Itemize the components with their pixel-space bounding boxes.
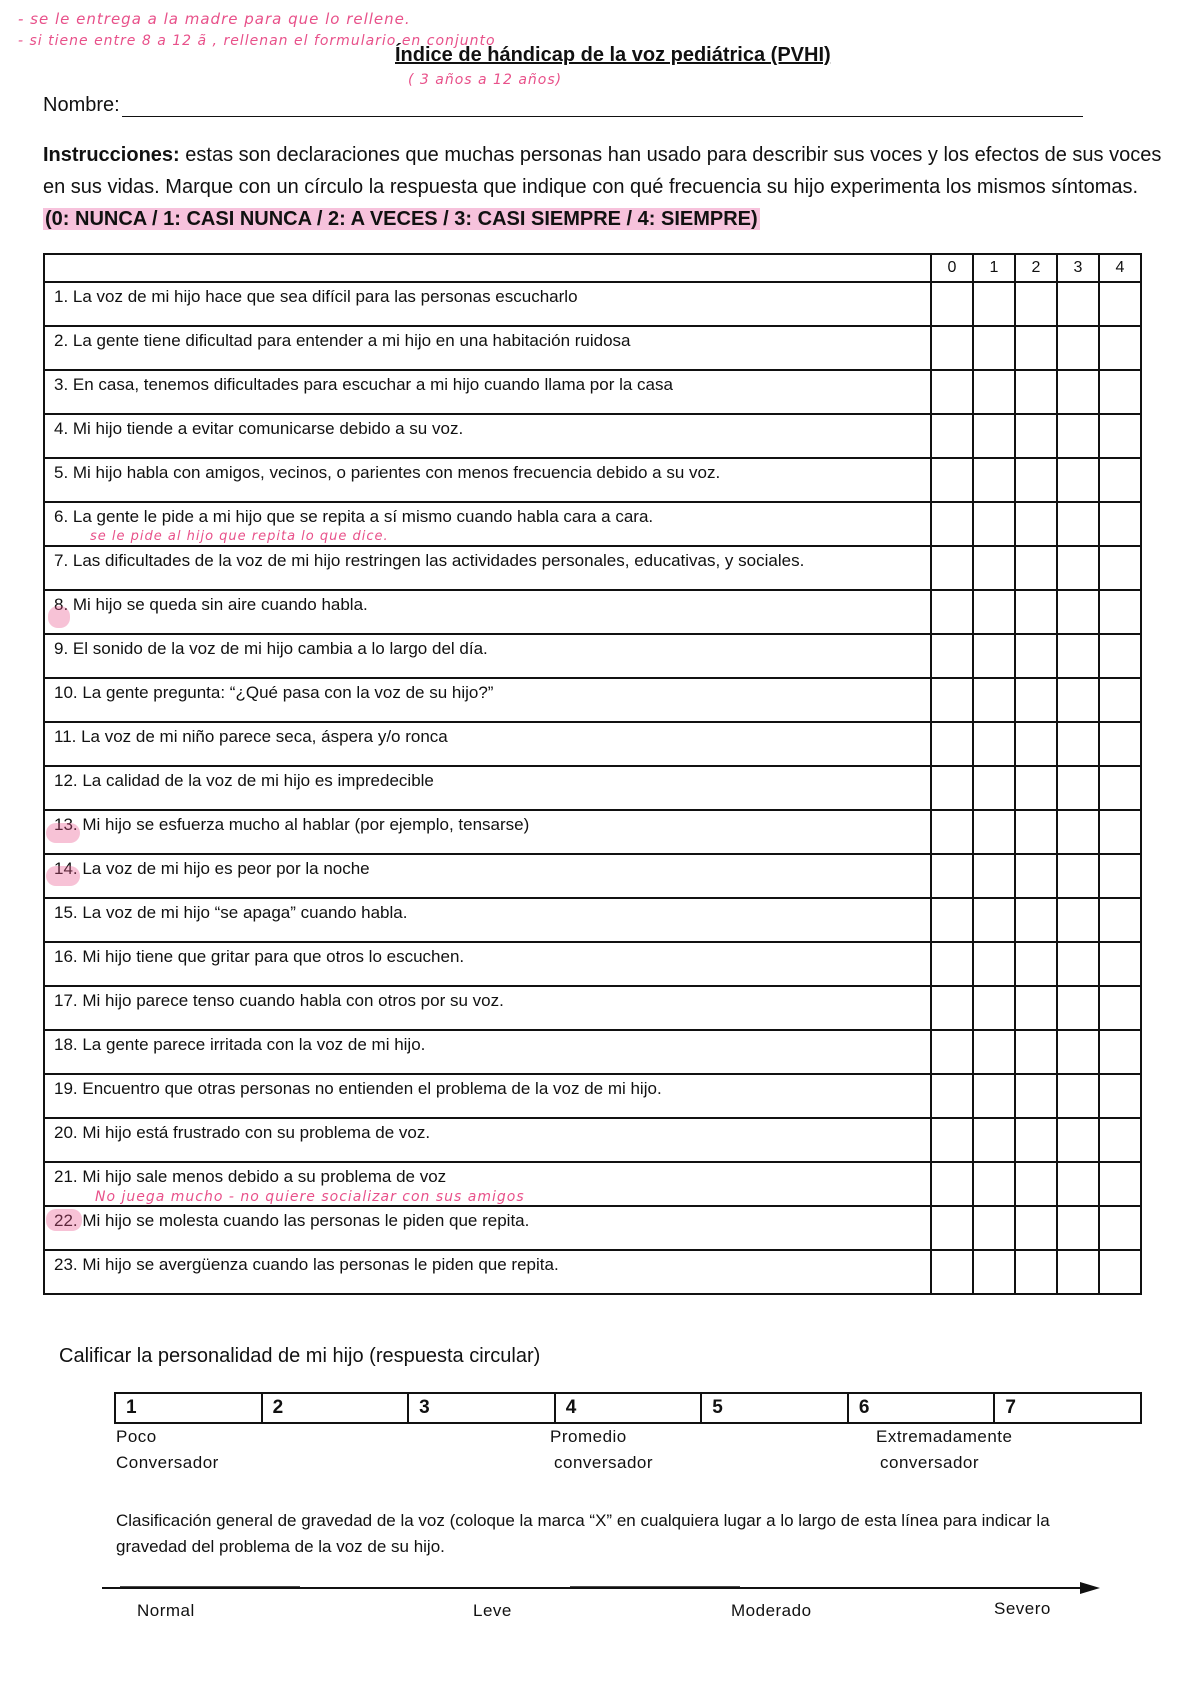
personality-option-4[interactable]: 4 [555,1393,702,1423]
table-row [44,810,1141,854]
personality-high-line2: conversador [880,1453,980,1472]
answer-cell-0[interactable] [931,546,973,590]
answer-cell-1[interactable] [973,678,1015,722]
severity-label-moderado: Moderado [731,1601,812,1620]
answer-cell-2[interactable] [1015,1162,1057,1206]
personality-scale [114,1392,1142,1424]
answer-cell-4[interactable] [1099,678,1141,722]
nombre-field[interactable] [43,94,1083,117]
question-text: 19. Encuentro que otras personas no entienden el problema de la voz de mi hijo. [44,1074,931,1118]
nombre-label: Nombre: [43,94,120,116]
answer-cell-4[interactable] [1099,590,1141,634]
answer-cell-3[interactable] [1057,810,1099,854]
answer-cell-4[interactable] [1099,898,1141,942]
answer-cell-1[interactable] [973,986,1015,1030]
answer-cell-4[interactable] [1099,854,1141,898]
question-text: 2. La gente tiene dificultad para entender a mi hijo en una habitación ruidosa [44,326,931,370]
answer-cell-4[interactable] [1099,1162,1141,1206]
question-text: 15. La voz de mi hijo “se apaga” cuando habla. [44,898,931,942]
answer-cell-3[interactable] [1057,634,1099,678]
answer-cell-3[interactable] [1057,722,1099,766]
answer-cell-2[interactable] [1015,722,1057,766]
handwritten-q6-note: se le pide al hijo que repita lo que dice. [90,529,389,544]
answer-cell-1[interactable] [973,766,1015,810]
answer-cell-1[interactable] [973,414,1015,458]
answer-cell-1[interactable] [973,502,1015,546]
answer-cell-2[interactable] [1015,634,1057,678]
table-row [44,722,1141,766]
answer-cell-0[interactable] [931,766,973,810]
answer-cell-4[interactable] [1099,1206,1141,1250]
handwritten-note-1: - se le entrega a la madre para que lo rellene. [18,10,411,28]
instructions [43,139,1163,235]
severity-label-severo: Severo [994,1599,1051,1618]
answer-cell-2[interactable] [1015,326,1057,370]
answer-cell-1[interactable] [973,942,1015,986]
answer-cell-0[interactable] [931,414,973,458]
answer-cell-3[interactable] [1057,766,1099,810]
answer-cell-4[interactable] [1099,942,1141,986]
answer-cell-2[interactable] [1015,370,1057,414]
answer-cell-3[interactable] [1057,1250,1099,1294]
answer-cell-3[interactable] [1057,1030,1099,1074]
table-row [44,986,1141,1030]
table-row [44,942,1141,986]
handwritten-age-note: ( 3 años a 12 años) [408,72,563,88]
highlight-mark-14 [46,866,80,886]
severity-instructions: Clasificación general de gravedad de la voz (coloque la marca “X” en cualquiera lugar a lo largo de esta línea para indicar la gravedad del problema de la voz de su hijo. [116,1511,1050,1556]
question-text: 1. La voz de mi hijo hace que sea difícil para las personas escucharlo [44,282,931,326]
answer-cell-4[interactable] [1099,1118,1141,1162]
answer-cell-0[interactable] [931,1074,973,1118]
answer-cell-1[interactable] [973,1162,1015,1206]
answer-cell-1[interactable] [973,898,1015,942]
answer-cell-4[interactable] [1099,810,1141,854]
highlight-mark-8 [48,606,70,628]
handwritten-note-2: - si tiene entre 8 a 12 ã , rellenan el formulario en conjunto [18,33,496,49]
answer-cell-0[interactable] [931,1030,973,1074]
answer-cell-4[interactable] [1099,414,1141,458]
table-row [44,1074,1141,1118]
arrow-head-icon [1080,1582,1100,1594]
answer-cell-4[interactable] [1099,546,1141,590]
table-row [44,1030,1141,1074]
personality-low-label [116,1424,219,1476]
answer-cell-0[interactable] [931,326,973,370]
table-row [44,326,1141,370]
personality-option-6[interactable]: 6 [848,1393,995,1423]
answer-cell-0[interactable] [931,1118,973,1162]
personality-option-1[interactable]: 1 [115,1393,262,1423]
answer-cell-2[interactable] [1015,1206,1057,1250]
table-row [44,590,1141,634]
answer-cell-2[interactable] [1015,898,1057,942]
highlight-mark-22 [46,1209,82,1231]
answer-cell-1[interactable] [973,854,1015,898]
question-text: 9. El sonido de la voz de mi hijo cambia a lo largo del día. [44,634,931,678]
instructions-text: estas son declaraciones que muchas personas han usado para describir sus voces y los efectos de sus voces en sus vidas. Marque con un círculo la respuesta que indique con qué frecuencia su hijo experimenta los mismos síntomas. [43,144,1162,198]
answer-cell-3[interactable] [1057,1162,1099,1206]
table-row [44,854,1141,898]
answer-cell-0[interactable] [931,1206,973,1250]
question-text: 8. Mi hijo se queda sin aire cuando habla. [44,590,931,634]
answer-cell-3[interactable] [1057,502,1099,546]
personality-option-5[interactable]: 5 [701,1393,848,1423]
answer-cell-2[interactable] [1015,810,1057,854]
answer-cell-1[interactable] [973,1030,1015,1074]
question-text: 7. Las dificultades de la voz de mi hijo restringen las actividades personales, educativas, y sociales. [44,546,931,590]
personality-scale-row [115,1393,1141,1423]
answer-cell-3[interactable] [1057,1074,1099,1118]
table-row [44,678,1141,722]
answer-cell-4[interactable] [1099,370,1141,414]
answer-cell-0[interactable] [931,458,973,502]
answer-cell-3[interactable] [1057,590,1099,634]
answer-cell-4[interactable] [1099,282,1141,326]
question-text: 3. En casa, tenemos dificultades para escuchar a mi hijo cuando llama por la casa [44,370,931,414]
column-header-4: 4 [1099,254,1141,282]
table-row [44,282,1141,326]
answer-cell-0[interactable] [931,810,973,854]
answer-cell-0[interactable] [931,282,973,326]
answer-cell-0[interactable] [931,722,973,766]
table-row [44,1118,1141,1162]
answer-cell-3[interactable] [1057,986,1099,1030]
answer-cell-4[interactable] [1099,1030,1141,1074]
table-row [44,1250,1141,1294]
table-header-row [44,254,1141,282]
handwritten-q21-note: No juega mucho - no quiere socializar con sus amigos [95,1189,525,1205]
personality-high-line1: Extremadamente [876,1427,1013,1446]
answer-cell-0[interactable] [931,898,973,942]
severity-label-leve: Leve [473,1601,512,1620]
answer-cell-2[interactable] [1015,766,1057,810]
answer-cell-3[interactable] [1057,370,1099,414]
answer-cell-3[interactable] [1057,942,1099,986]
answer-cell-2[interactable] [1015,458,1057,502]
answer-cell-0[interactable] [931,678,973,722]
answer-cell-0[interactable] [931,986,973,1030]
question-text: 4. Mi hijo tiende a evitar comunicarse debido a su voz. [44,414,931,458]
personality-low-line2: Conversador [116,1453,219,1472]
table-row [44,458,1141,502]
answer-cell-1[interactable] [973,1074,1015,1118]
highlight-mark-13 [46,823,80,843]
answer-cell-3[interactable] [1057,326,1099,370]
answer-cell-1[interactable] [973,810,1015,854]
table-row [44,898,1141,942]
personality-mid-label [550,1424,653,1476]
table-row [44,414,1141,458]
question-text: 10. La gente pregunta: “¿Qué pasa con la voz de su hijo?” [44,678,931,722]
answer-cell-1[interactable] [973,634,1015,678]
answer-cell-2[interactable] [1015,1118,1057,1162]
personality-option-3[interactable]: 3 [408,1393,555,1423]
table-row [44,1206,1141,1250]
answer-cell-2[interactable] [1015,1074,1057,1118]
answer-cell-3[interactable] [1057,678,1099,722]
table-row [44,634,1141,678]
personality-low-line1: Poco [116,1427,157,1446]
answer-cell-4[interactable] [1099,458,1141,502]
answer-cell-2[interactable] [1015,590,1057,634]
answer-cell-0[interactable] [931,1162,973,1206]
answer-cell-1[interactable] [973,1206,1015,1250]
nombre-line[interactable] [122,94,1083,117]
answer-cell-1[interactable] [973,326,1015,370]
answer-cell-3[interactable] [1057,282,1099,326]
answer-cell-3[interactable] [1057,458,1099,502]
instructions-scale: (0: NUNCA / 1: CASI NUNCA / 2: A VECES / 3: CASI SIEMPRE / 4: SIEMPRE) [45,208,758,230]
answer-cell-1[interactable] [973,1250,1015,1294]
table-row [44,370,1141,414]
answer-cell-4[interactable] [1099,766,1141,810]
question-text: 17. Mi hijo parece tenso cuando habla con otros por su voz. [44,986,931,1030]
answer-cell-3[interactable] [1057,414,1099,458]
answer-cell-4[interactable] [1099,986,1141,1030]
question-text: 18. La gente parece irritada con la voz de mi hijo. [44,1030,931,1074]
question-text: 14. La voz de mi hijo es peor por la noche [44,854,931,898]
answer-cell-1[interactable] [973,546,1015,590]
answer-cell-2[interactable] [1015,986,1057,1030]
question-text: 23. Mi hijo se avergüenza cuando las personas le piden que repita. [44,1250,931,1294]
answer-cell-0[interactable] [931,942,973,986]
question-text: 20. Mi hijo está frustrado con su problema de voz. [44,1118,931,1162]
answer-cell-4[interactable] [1099,722,1141,766]
answer-cell-3[interactable] [1057,1118,1099,1162]
table-row [44,546,1141,590]
answer-cell-2[interactable] [1015,282,1057,326]
question-text: 21. Mi hijo sale menos debido a su problema de voz [44,1162,931,1206]
personality-option-2[interactable]: 2 [262,1393,409,1423]
answer-cell-2[interactable] [1015,1030,1057,1074]
answer-cell-0[interactable] [931,634,973,678]
question-text: 12. La calidad de la voz de mi hijo es impredecible [44,766,931,810]
answer-cell-2[interactable] [1015,678,1057,722]
answer-cell-0[interactable] [931,502,973,546]
question-text: 13. Mi hijo se esfuerza mucho al hablar (por ejemplo, tensarse) [44,810,931,854]
severity-label-normal: Normal [137,1601,195,1620]
column-header-3: 3 [1057,254,1099,282]
table-row [44,766,1141,810]
answer-cell-1[interactable] [973,282,1015,326]
answer-cell-0[interactable] [931,370,973,414]
answer-cell-0[interactable] [931,590,973,634]
header-empty [44,254,931,282]
answer-cell-1[interactable] [973,590,1015,634]
answer-cell-4[interactable] [1099,634,1141,678]
answer-cell-1[interactable] [973,722,1015,766]
answer-cell-3[interactable] [1057,546,1099,590]
question-text: 22. Mi hijo se molesta cuando las personas le piden que repita. [44,1206,931,1250]
answer-cell-3[interactable] [1057,898,1099,942]
answer-cell-2[interactable] [1015,942,1057,986]
instructions-label: Instrucciones: [43,144,180,166]
answer-cell-2[interactable] [1015,414,1057,458]
question-text: 6. La gente le pide a mi hijo que se repita a sí mismo cuando habla cara a cara. [44,502,931,546]
column-header-2: 2 [1015,254,1057,282]
answer-cell-2[interactable] [1015,546,1057,590]
question-text: 16. Mi hijo tiene que gritar para que otros lo escuchen. [44,942,931,986]
answer-cell-0[interactable] [931,854,973,898]
personality-option-7[interactable]: 7 [994,1393,1141,1423]
answer-cell-3[interactable] [1057,854,1099,898]
answer-cell-1[interactable] [973,458,1015,502]
answer-cell-4[interactable] [1099,326,1141,370]
question-text: 5. Mi hijo habla con amigos, vecinos, o parientes con menos frecuencia debido a su voz. [44,458,931,502]
column-header-0: 0 [931,254,973,282]
question-text: 11. La voz de mi niño parece seca, áspera y/o ronca [44,722,931,766]
severity-line[interactable] [100,1578,1100,1598]
answer-cell-3[interactable] [1057,1206,1099,1250]
personality-mid-line1: Promedio [550,1427,627,1446]
answer-cell-2[interactable] [1015,1250,1057,1294]
answer-cell-4[interactable] [1099,502,1141,546]
personality-high-label [876,1424,1012,1476]
answer-cell-1[interactable] [973,370,1015,414]
column-header-1: 1 [973,254,1015,282]
answer-cell-0[interactable] [931,1250,973,1294]
answer-cell-1[interactable] [973,1118,1015,1162]
answer-cell-2[interactable] [1015,854,1057,898]
answer-cell-2[interactable] [1015,502,1057,546]
page-title: Índice de hándicap de la voz pediátrica (PVHI) [395,44,831,66]
personality-title: Calificar la personalidad de mi hijo (respuesta circular) [59,1345,541,1367]
personality-mid-line2: conversador [554,1453,654,1472]
answer-cell-4[interactable] [1099,1074,1141,1118]
answer-cell-4[interactable] [1099,1250,1141,1294]
pvhi-table [43,253,1142,1295]
